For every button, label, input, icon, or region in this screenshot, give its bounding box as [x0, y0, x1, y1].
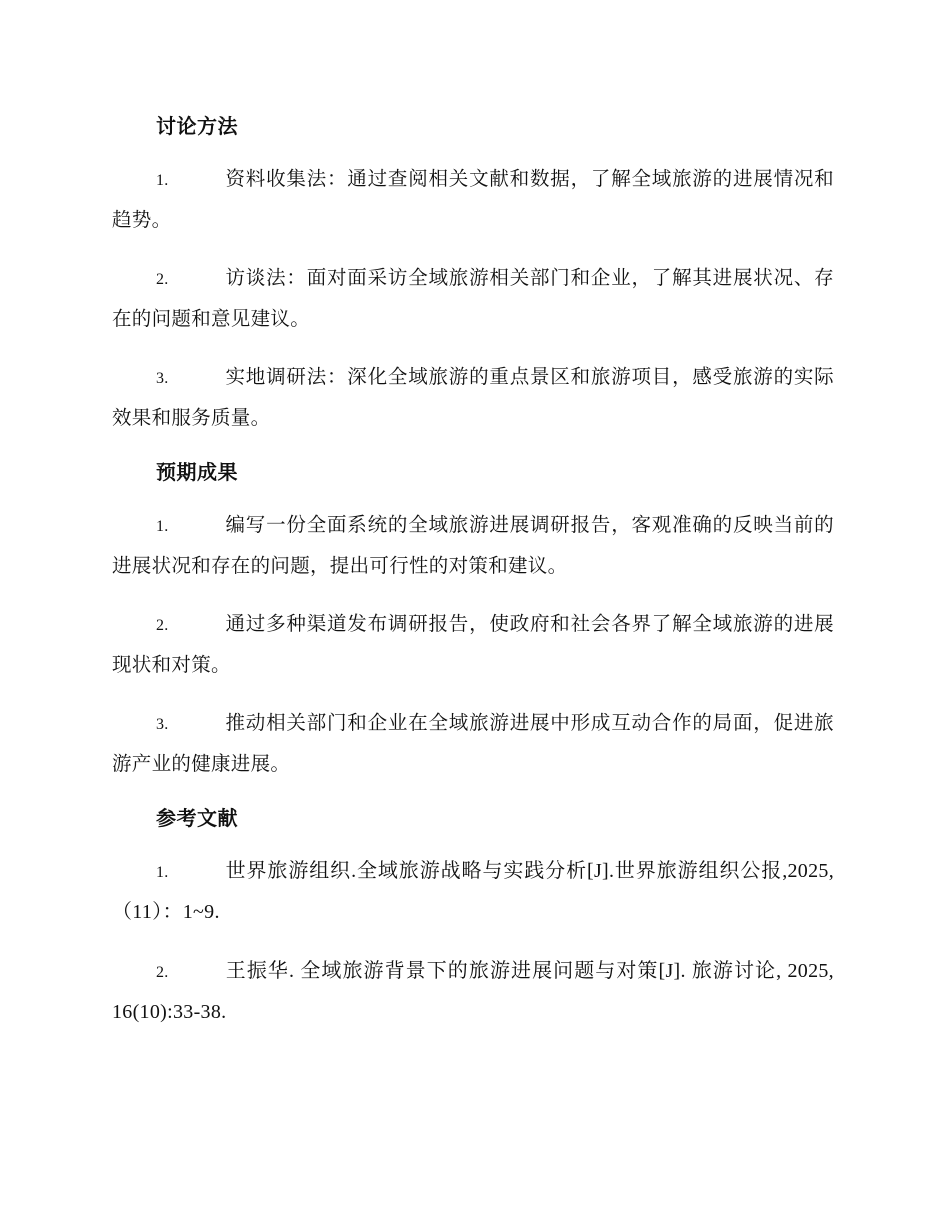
list-number: 3. [156, 716, 169, 733]
reference-number: 2. [156, 964, 169, 981]
document-content [112, 110, 834, 1051]
list-number: 2. [156, 271, 169, 288]
section-heading-methods: 讨论方法 [156, 114, 238, 138]
reference-item [112, 951, 834, 1032]
list-item [112, 604, 834, 684]
list-item-text: 访谈法：面对面采访全域旅游相关部门和企业，了解其进展状况、存在的问题和意见建议。 [112, 266, 834, 330]
section-heading-references: 参考文献 [156, 806, 238, 830]
reference-item [112, 851, 834, 932]
list-item-text: 实地调研法：深化全域旅游的重点景区和旅游项目，感受旅游的实际效果和服务质量。 [112, 365, 834, 429]
section-heading-expected-results: 预期成果 [156, 460, 238, 484]
list-item-text: 推动相关部门和企业在全域旅游进展中形成互动合作的局面，促进旅游产业的健康进展。 [112, 711, 834, 775]
list-item [112, 258, 834, 338]
list-item-text: 资料收集法：通过查阅相关文献和数据，了解全域旅游的进展情况和趋势。 [112, 167, 834, 231]
reference-number: 1. [156, 864, 169, 881]
list-number: 1. [156, 518, 169, 535]
reference-text: 王振华. 全域旅游背景下的旅游进展问题与对策[J]. 旅游讨论, 2025, 16(10):33-38. [112, 960, 834, 1023]
list-item [112, 703, 834, 783]
reference-text: 世界旅游组织.全域旅游战略与实践分析[J].世界旅游组织公报,2025,（11）：1~9. [112, 860, 834, 923]
list-item [112, 159, 834, 239]
list-number: 3. [156, 370, 169, 387]
list-item-text: 编写一份全面系统的全域旅游进展调研报告，客观准确的反映当前的进展状况和存在的问题，提出可行性的对策和建议。 [112, 513, 834, 577]
list-item [112, 505, 834, 585]
list-number: 2. [156, 617, 169, 634]
list-item-text: 通过多种渠道发布调研报告，使政府和社会各界了解全域旅游的进展现状和对策。 [112, 612, 834, 676]
list-item [112, 357, 834, 437]
list-number: 1. [156, 172, 169, 189]
